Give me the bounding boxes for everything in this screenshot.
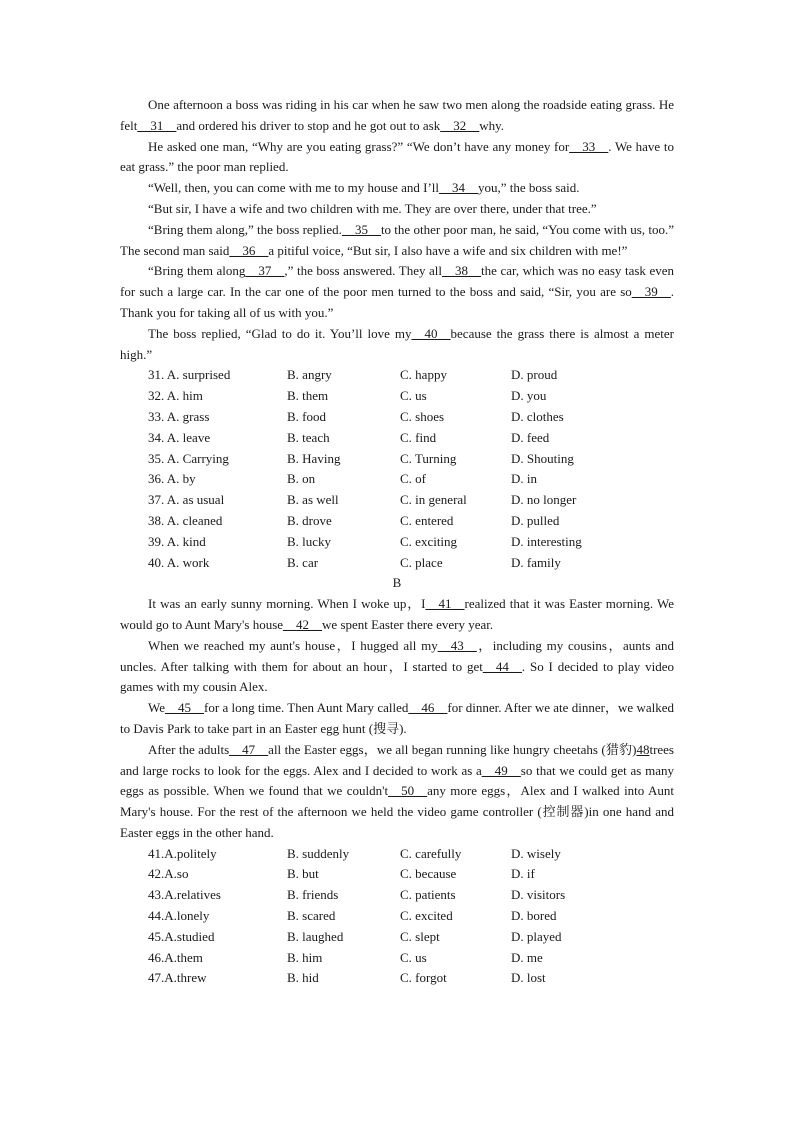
- option-c: C. slept: [400, 928, 440, 944]
- options-b: [120, 844, 674, 990]
- option-d: D. if: [511, 866, 535, 882]
- option-row: [120, 469, 674, 490]
- option-d: D. pulled: [511, 512, 560, 528]
- option-row: [120, 532, 674, 553]
- option-d: D. interesting: [511, 533, 582, 549]
- blank-32: __32__: [440, 117, 480, 133]
- option-d: D. visitors: [511, 887, 566, 903]
- blank-38: __38__: [442, 263, 482, 279]
- blank-47: __47__: [229, 741, 269, 757]
- passage-paragraph: We__45__for a long time. Then Aunt Mary called__46__for dinner. After we ate dinner，we walked to Davis Park to take part in an Easter egg hunt (搜寻).: [120, 700, 674, 736]
- passage-a: [120, 95, 674, 365]
- blank-43: __43__: [437, 637, 477, 653]
- option-c: C. patients: [400, 887, 456, 903]
- section-heading: B: [392, 575, 402, 591]
- option-b: B. lucky: [287, 533, 332, 549]
- option-d: D. lost: [511, 970, 546, 986]
- option-a: 46.A.them: [148, 949, 203, 965]
- option-a: 43.A.relatives: [148, 887, 221, 903]
- option-a: 41.A.politely: [148, 845, 217, 861]
- option-b: B. scared: [287, 908, 336, 924]
- blank-35: __35__: [341, 221, 381, 237]
- option-b: B. car: [287, 554, 319, 570]
- option-d: D. played: [511, 928, 562, 944]
- option-c: C. place: [400, 554, 443, 570]
- passage-paragraph: It was an early sunny morning. When I woke up，I__41__realized that it was Easter morning. We would go to Aunt Mary's house__42__we spent Easter there every year.: [120, 596, 674, 632]
- option-row: [120, 511, 674, 532]
- option-row: [120, 968, 674, 989]
- option-a: 45.A.studied: [148, 928, 215, 944]
- blank-36: __36__: [229, 242, 269, 258]
- option-d: D. you: [511, 388, 547, 404]
- passage-paragraph: When we reached my aunt's house，I hugged all my__43__，including my cousins，aunts and uncles. After talking with them for about an hour，I started to get__44__. So I decided to play video games with my cousin Alex.: [120, 637, 674, 695]
- option-a: 42.A.so: [148, 866, 189, 882]
- option-row: [120, 927, 674, 948]
- option-b: B. him: [287, 949, 323, 965]
- option-c: C. Turning: [400, 450, 457, 466]
- option-a: 47.A.threw: [148, 970, 207, 986]
- option-d: D. wisely: [511, 845, 561, 861]
- passage-paragraph: One afternoon a boss was riding in his car when he saw two men along the roadside eating grass. He felt__31__and ordered his driver to stop and he got out to ask__32__why.: [120, 97, 674, 133]
- option-c: C. because: [400, 866, 457, 882]
- option-row: [120, 407, 674, 428]
- option-c: C. forgot: [400, 970, 447, 986]
- blank-37: __37__: [245, 263, 285, 279]
- option-a: 37. A. as usual: [148, 492, 225, 508]
- option-d: D. Shouting: [511, 450, 574, 466]
- option-d: D. proud: [511, 367, 558, 383]
- option-b: B. them: [287, 388, 329, 404]
- blank-39: __39__: [631, 284, 671, 300]
- option-a: 39. A. kind: [148, 533, 206, 549]
- passage-paragraph: “But sir, I have a wife and two children with me. They are over there, under that tree.”: [148, 200, 597, 216]
- option-row: [120, 553, 674, 574]
- option-c: C. of: [400, 471, 426, 487]
- passage-paragraph: He asked one man, “Why are you eating grass?” “We don’t have any money for__33__. We have to eat grass.” the poor man replied.: [120, 138, 675, 175]
- option-row: [120, 906, 674, 927]
- worksheet-page: [120, 95, 674, 989]
- blank-34: __34__: [439, 180, 479, 196]
- option-b: B. as well: [287, 492, 339, 508]
- option-b: B. drove: [287, 512, 332, 528]
- option-a: 33. A. grass: [148, 408, 210, 424]
- option-d: D. bored: [511, 908, 557, 924]
- blank-31: __31__: [137, 117, 177, 133]
- blank-44: __44__: [482, 658, 522, 674]
- option-c: C. carefully: [400, 845, 462, 861]
- option-a: 35. A. Carrying: [148, 450, 229, 466]
- option-c: C. us: [400, 949, 427, 965]
- option-c: C. shoes: [400, 408, 445, 424]
- blank-42: __42__: [283, 616, 323, 632]
- option-c: C. excited: [400, 908, 453, 924]
- option-a: 40. A. work: [148, 554, 210, 570]
- option-b: B. angry: [287, 367, 332, 383]
- option-d: D. family: [511, 554, 561, 570]
- option-b: B. friends: [287, 887, 339, 903]
- passage-paragraph: “Well, then, you can come with me to my house and I’ll__34__you,” the boss said.: [148, 180, 580, 196]
- option-b: B. on: [287, 471, 316, 487]
- blank-45: __45__: [165, 700, 204, 716]
- option-d: D. in: [511, 471, 537, 487]
- passage-paragraph: “Bring them along__37__,” the boss answered. They all__38__the car, which was no easy task even for such a large car. In the car one of the poor men turned to the boss and said, “Sir, you are so__39__. Thank you for taking all of us with you.”: [120, 263, 675, 320]
- blank-33: __33__: [569, 138, 609, 154]
- option-a: 32. A. him: [148, 388, 203, 404]
- option-d: D. no longer: [511, 492, 577, 508]
- blank-46: __46__: [408, 700, 448, 716]
- option-row: [120, 428, 674, 449]
- passage-paragraph: “Bring them along,” the boss replied.__35__to the other poor man, he said, “You come with us, too.” The second man said__36__a pitiful voice, “But sir, I also have a wife and six children with me!”: [120, 221, 674, 258]
- option-row: [120, 948, 674, 969]
- option-d: D. feed: [511, 429, 550, 445]
- option-c: C. happy: [400, 367, 447, 383]
- option-row: [120, 365, 674, 386]
- option-b: B. food: [287, 408, 326, 424]
- option-d: D. me: [511, 949, 543, 965]
- option-c: C. find: [400, 429, 437, 445]
- options-a: [120, 365, 674, 573]
- option-a: 34. A. leave: [148, 429, 211, 445]
- option-a: 36. A. by: [148, 471, 196, 487]
- option-row: [120, 386, 674, 407]
- option-c: C. us: [400, 388, 427, 404]
- blank-48: 48: [636, 741, 650, 757]
- option-b: B. hid: [287, 970, 319, 986]
- option-c: C. in general: [400, 492, 467, 508]
- option-row: [120, 449, 674, 470]
- option-row: [120, 490, 674, 511]
- option-b: B. laughed: [287, 928, 344, 944]
- option-a: 38. A. cleaned: [148, 512, 223, 528]
- blank-40: __40__: [411, 325, 451, 341]
- passage-b: [120, 594, 674, 844]
- option-a: 44.A.lonely: [148, 908, 210, 924]
- blank-41: __41__: [425, 596, 465, 612]
- option-b: B. suddenly: [287, 845, 350, 861]
- passage-paragraph: After the adults__47__all the Easter eggs，we all began running like hungry cheetahs (猎豹)48trees and large rocks to look for the eggs. Alex and I decided to work as a__49__so that we could get as many eggs as possible. When we found that we couldn't__50__any more eggs，Alex and I walked into Aunt Mary's house. For the rest of the afternoon we held the video game controller (控制器)in one hand and Easter eggs in the other hand.: [120, 741, 674, 840]
- option-b: B. Having: [287, 450, 341, 466]
- blank-50: __50__: [388, 783, 428, 799]
- option-a: 31. A. surprised: [148, 367, 231, 383]
- option-c: C. exciting: [400, 533, 458, 549]
- option-b: B. but: [287, 866, 319, 882]
- blank-49: __49__: [481, 762, 521, 778]
- option-b: B. teach: [287, 429, 330, 445]
- option-row: [120, 864, 674, 885]
- option-row: [120, 885, 674, 906]
- passage-paragraph: The boss replied, “Glad to do it. You’ll love my__40__because the grass there is almost a meter high.”: [120, 325, 675, 362]
- option-d: D. clothes: [511, 408, 564, 424]
- option-row: [120, 844, 674, 865]
- option-c: C. entered: [400, 512, 454, 528]
